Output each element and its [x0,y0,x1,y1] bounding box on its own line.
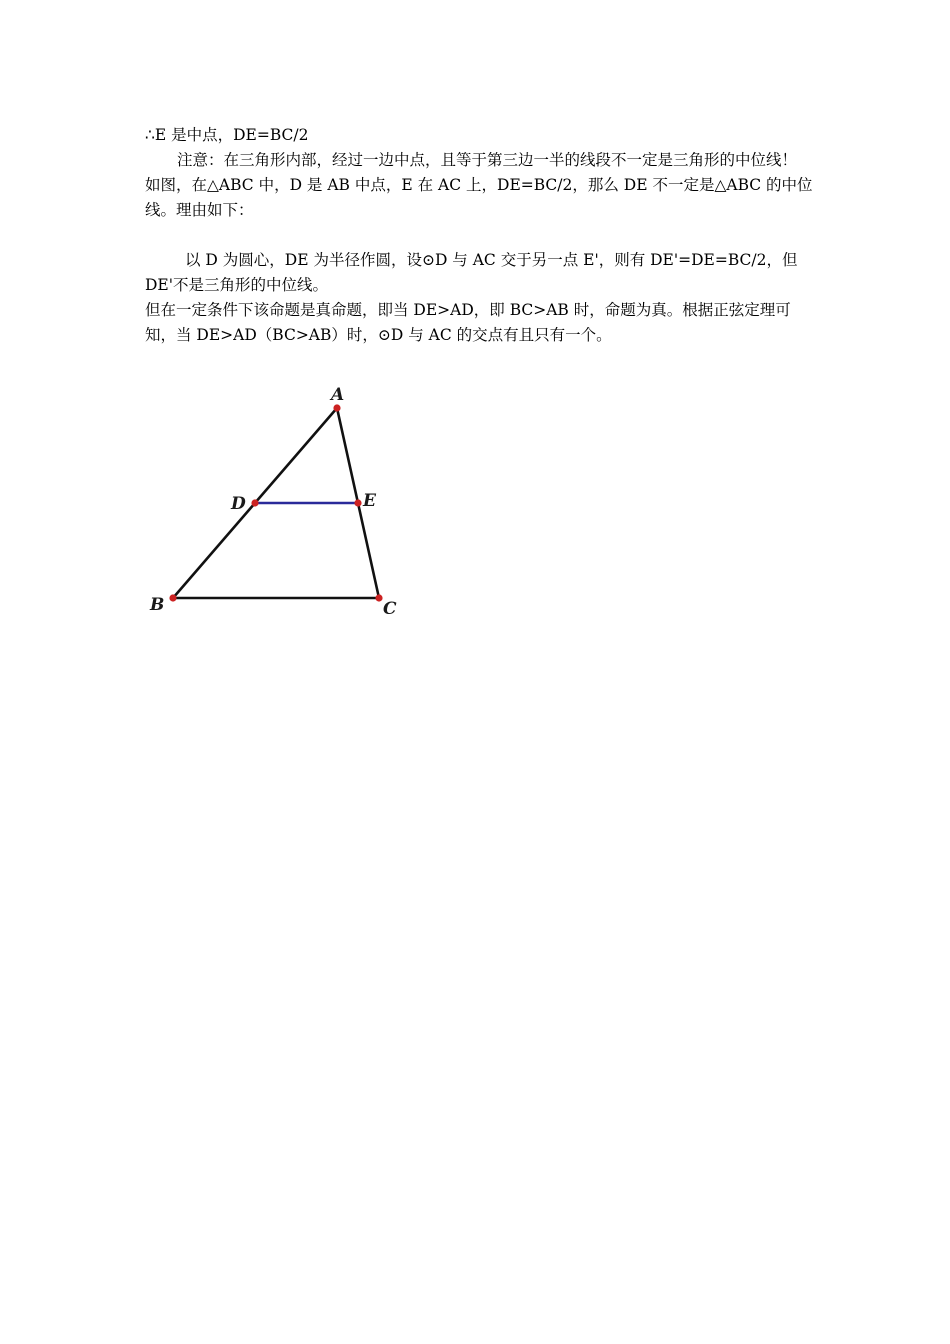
conclusion-line: ∴E 是中点，DE=BC/2 [145,126,309,144]
label-e: E [363,491,376,511]
point-d [251,499,258,506]
circle-construction-paragraph: 以 D 为圆心，DE 为半径作圆，设⊙D 与 AC 交于另一点 E'，则有 DE'=DE=BC/2，但 DE'不是三角形的中位线。 [145,251,798,294]
example-paragraph: 如图，在△ABC 中，D 是 AB 中点，E 在 AC 上，DE=BC/2，那么 DE 不一定是△ABC 的中位线。理由如下： [145,176,813,219]
triangle-figure [140,378,410,623]
label-a: A [331,385,345,405]
point-e [354,499,361,506]
condition-paragraph: 但在一定条件下该命题是真命题，即当 DE>AD，即 BC>AB 时，命题为真。根据正弦定理可知，当 DE>AD（BC>AB）时，⊙D 与 AC 的交点有且只有一个。 [145,301,791,344]
point-b [169,594,176,601]
point-c [375,594,382,601]
triangle-diagram [140,378,410,623]
label-d: D [231,494,246,514]
label-c: C [383,599,397,619]
label-b: B [150,595,165,615]
text-block [145,123,815,348]
note-paragraph: 注意：在三角形内部，经过一边中点，且等于第三边一半的线段不一定是三角形的中位线！ [177,151,798,169]
point-a [333,404,340,411]
blank-line [145,223,815,248]
